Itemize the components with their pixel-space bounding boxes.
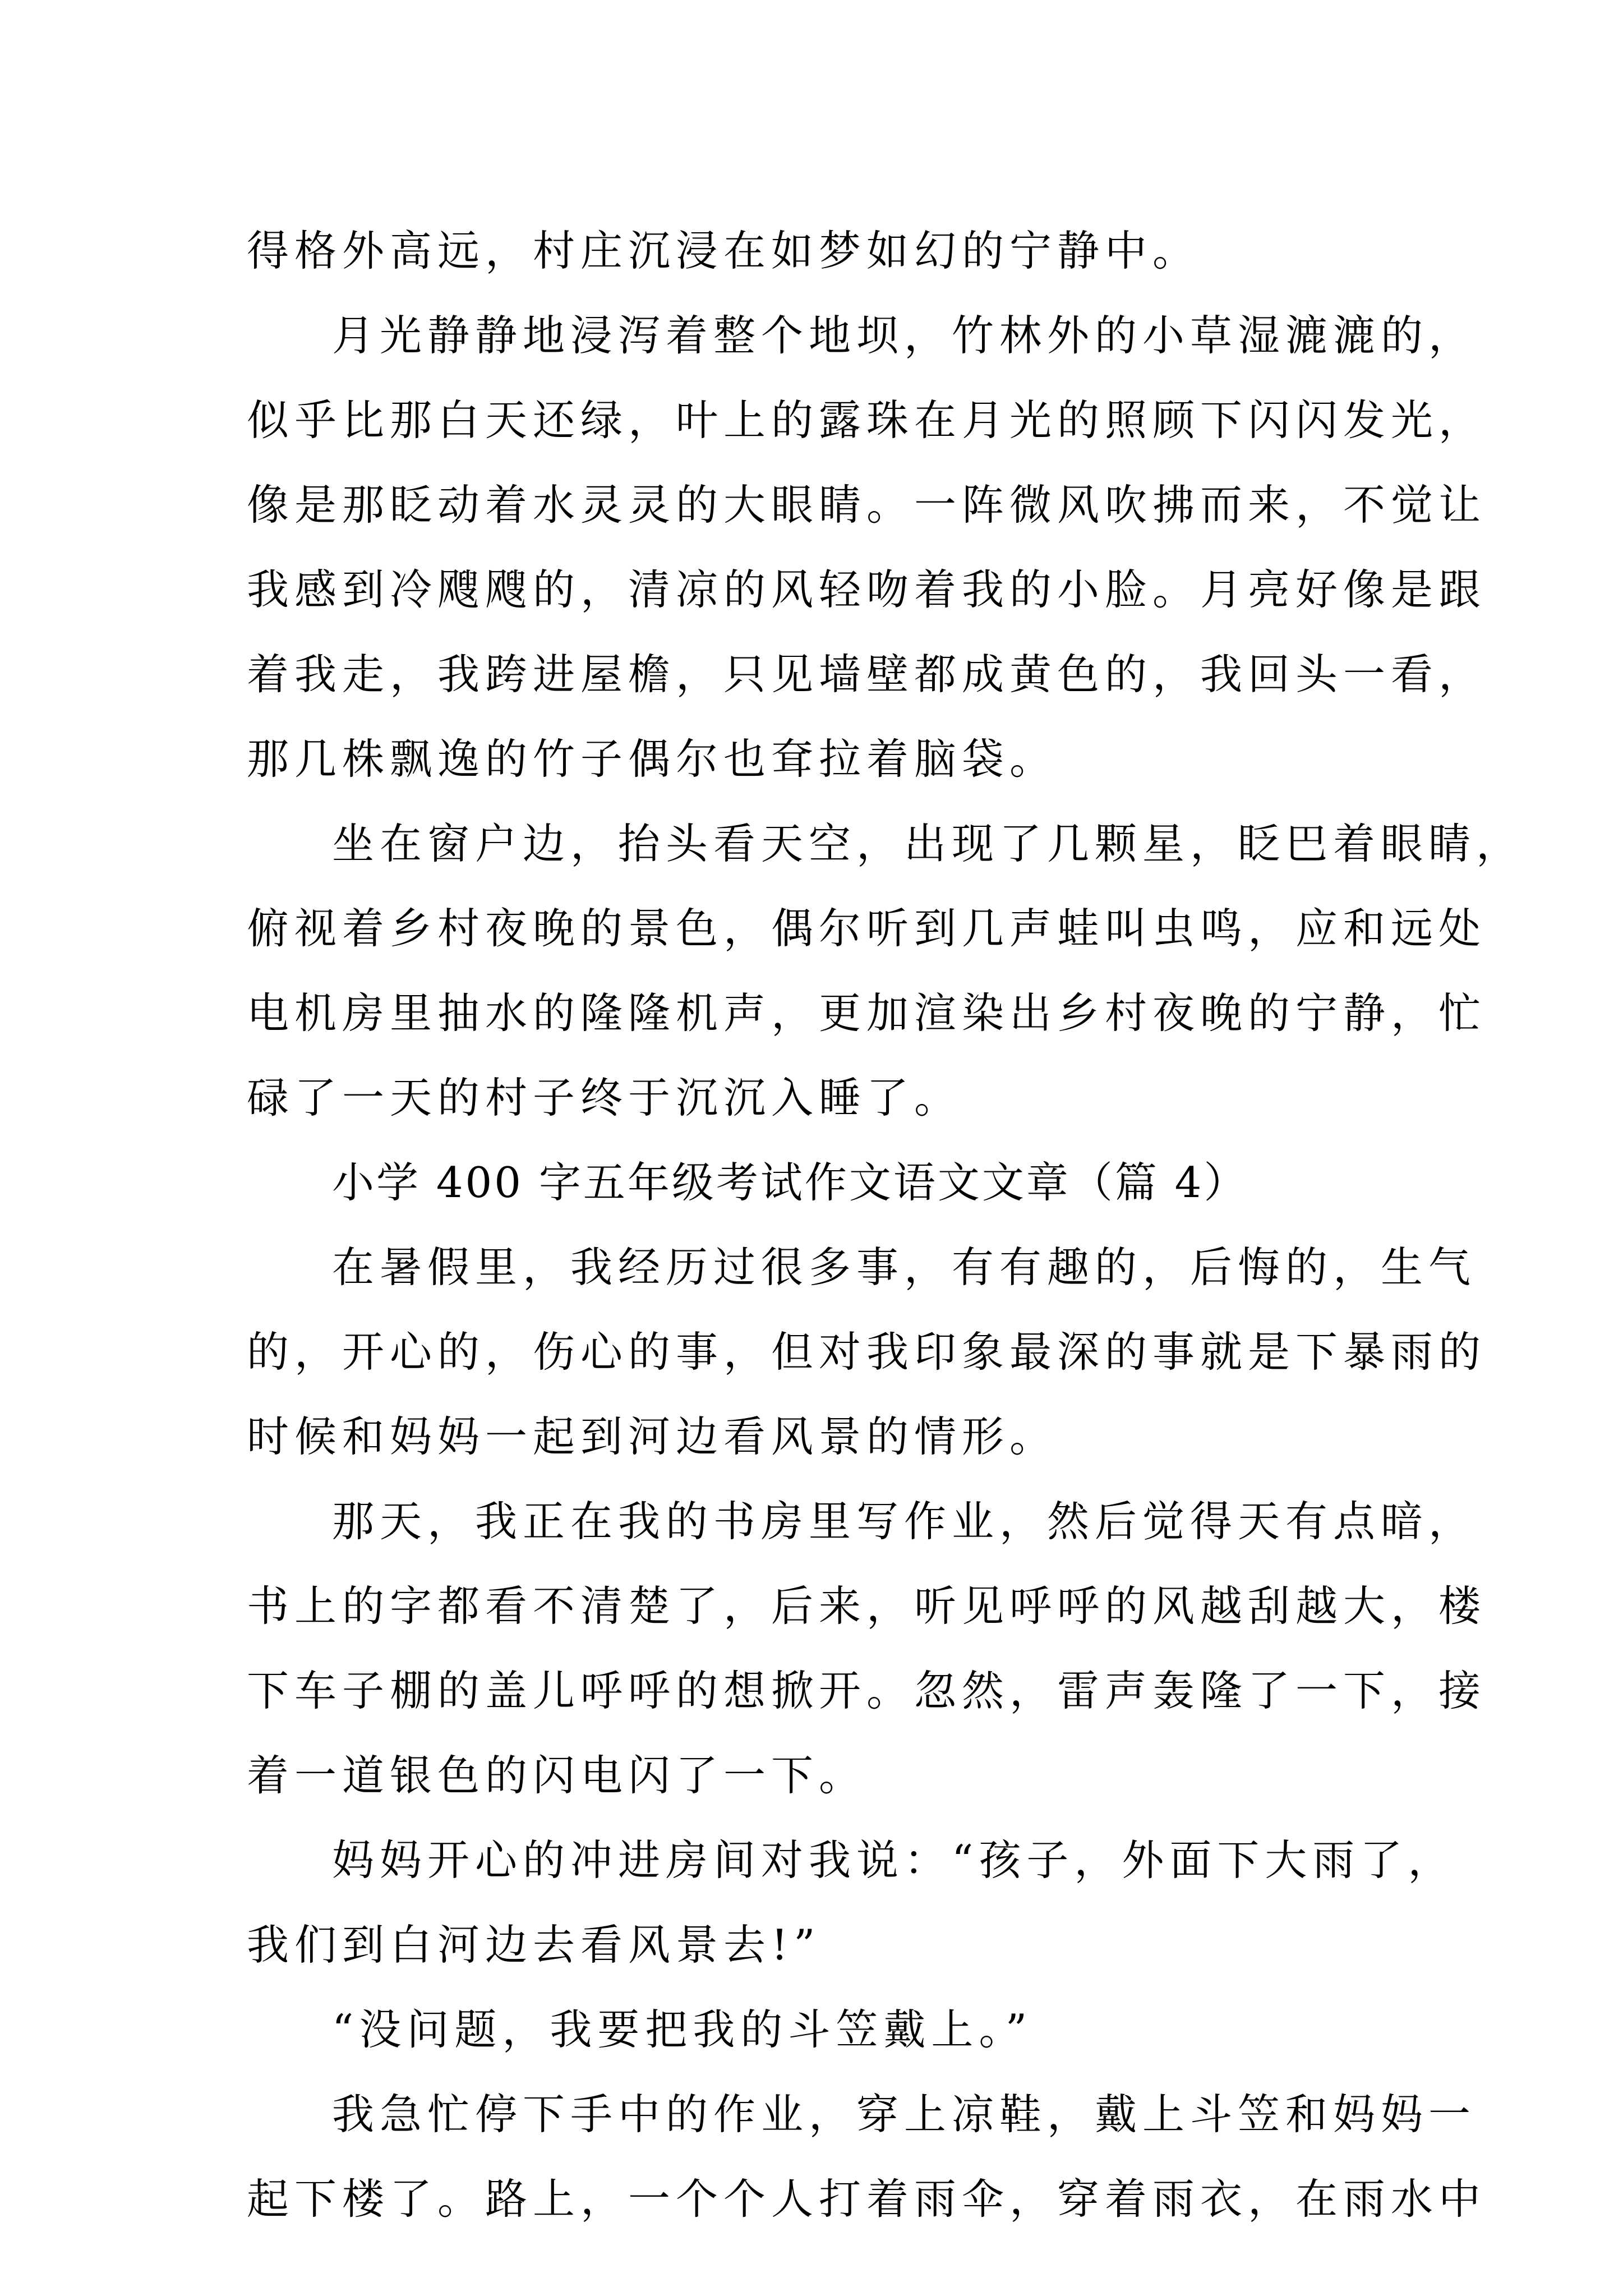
text-line: 电机房里抽水的隆隆机声，更加渲染出乡村夜晚的宁静，忙 [247, 988, 1487, 1038]
text-line: 那几株飘逸的竹子偶尔也耷拉着脑袋。 [247, 734, 1058, 784]
text-line: 我感到冷飕飕的，清凉的风轻吻着我的小脸。月亮好像是跟 [247, 565, 1487, 614]
text-line: “没问题，我要把我的斗笠戴上。” [332, 2005, 1033, 2054]
text-line: 坐在窗户边，抬头看天空，出现了几颗星，眨巴着眼睛， [332, 819, 1524, 868]
text-line: 下车子棚的盖儿呼呼的想掀开。忽然，雷声轰隆了一下，接 [247, 1666, 1487, 1715]
text-line: 月光静静地浸泻着整个地坝，竹林外的小草湿漉漉的， [332, 311, 1477, 360]
document-body [247, 209, 1524, 2242]
text-line: 俯视着乡村夜晚的景色，偶尔听到几声蛙叫虫鸣，应和远处 [247, 904, 1487, 953]
text-line: 的，开心的，伤心的事，但对我印象最深的事就是下暴雨的 [247, 1327, 1487, 1377]
section-heading: 小学 400 字五年级考试作文语文文章（篇 4） [332, 1158, 1248, 1207]
text-line: 得格外高远，村庄沉浸在如梦如幻的宁静中。 [247, 226, 1201, 275]
text-line: 时候和妈妈一起到河边看风景的情形。 [247, 1412, 1058, 1461]
text-line: 似乎比那白天还绿，叶上的露珠在月光的照顾下闪闪发光， [247, 395, 1487, 445]
text-line: 起下楼了。路上，一个个人打着雨伞，穿着雨衣，在雨水中 [247, 2174, 1487, 2224]
text-line: 那天，我正在我的书房里写作业，然后觉得天有点暗， [332, 1497, 1477, 1546]
text-line: 像是那眨动着水灵灵的大眼睛。一阵微风吹拂而来，不觉让 [247, 480, 1487, 530]
text-line: 碌了一天的村子终于沉沉入睡了。 [247, 1073, 962, 1122]
text-line: 书上的字都看不清楚了，后来，听见呼呼的风越刮越大，楼 [247, 1581, 1487, 1631]
text-line: 着一道银色的闪电闪了一下。 [247, 1751, 867, 1800]
text-line: 我急忙停下手中的作业，穿上凉鞋，戴上斗笠和妈妈一 [332, 2090, 1477, 2139]
text-line: 在暑假里，我经历过很多事，有有趣的，后悔的，生气 [332, 1243, 1477, 1292]
text-line: 我们到白河边去看风景去!” [247, 1920, 821, 1970]
text-line: 妈妈开心的冲进房间对我说：“孩子，外面下大雨了， [332, 1835, 1456, 1885]
text-line: 着我走，我跨进屋檐，只见墙壁都成黄色的，我回头一看， [247, 650, 1487, 699]
